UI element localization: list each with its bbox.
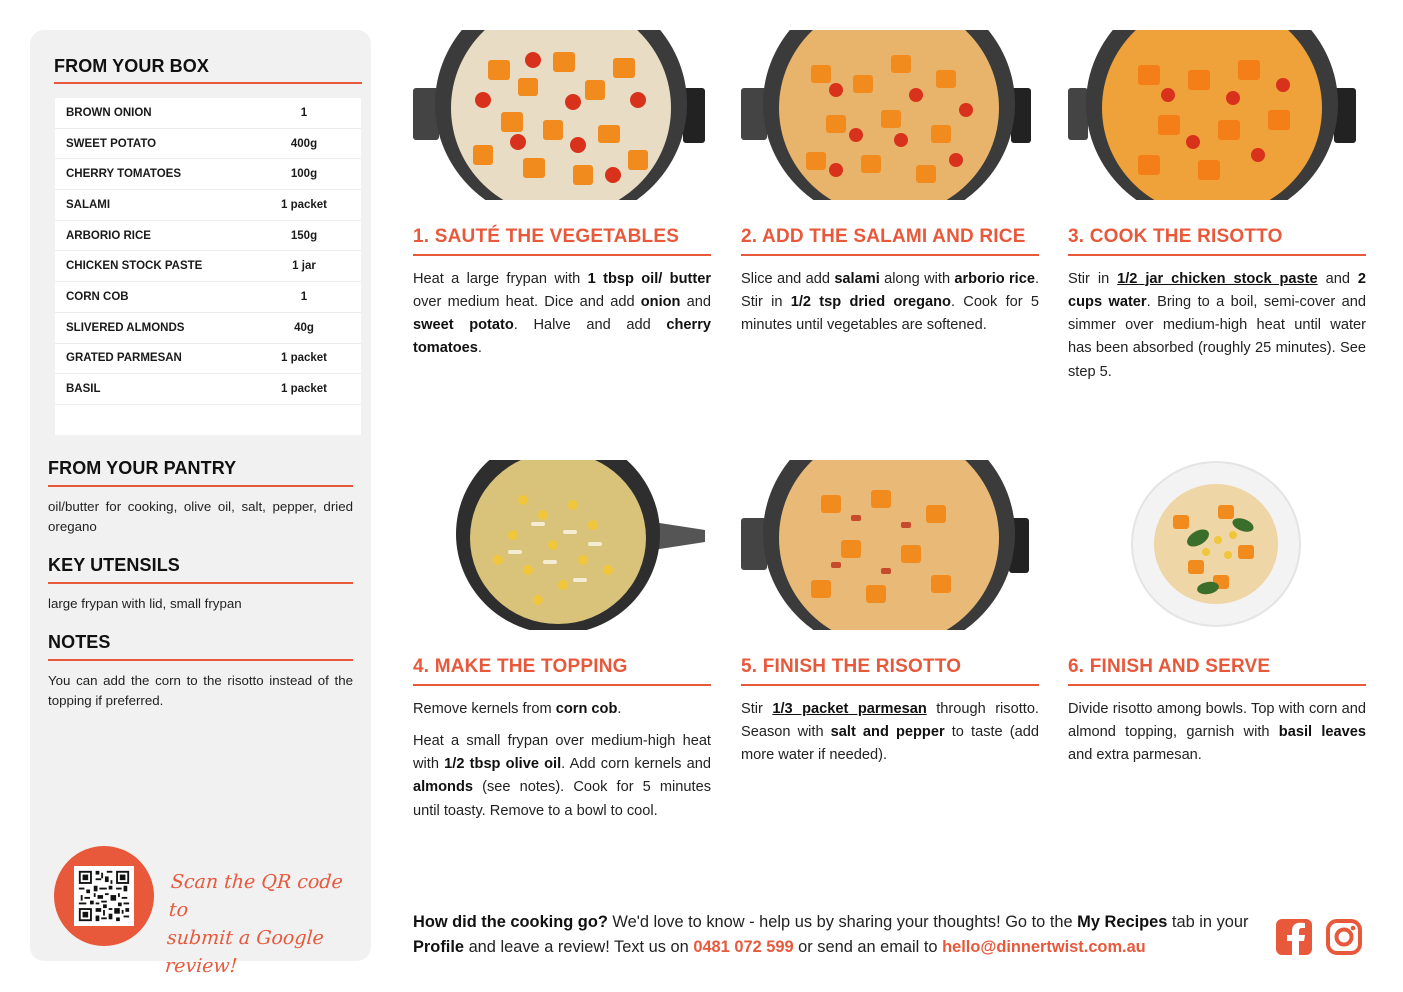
- pan-salami-rice-photo: [741, 30, 1039, 200]
- notes-section: [48, 632, 353, 711]
- step-1: [413, 30, 711, 370]
- step-body: [741, 698, 1039, 768]
- step-body: [1068, 698, 1366, 768]
- step-5: [741, 460, 1039, 776]
- ingredient-name: BROWN ONION: [66, 106, 152, 119]
- pan-finished-risotto-photo: [741, 460, 1039, 630]
- ingredient-qty: 40g: [294, 321, 314, 334]
- ingredient-name: SALAMI: [66, 198, 111, 211]
- utensils-heading: KEY UTENSILS: [48, 555, 180, 575]
- utensils-text: large frypan with lid, small frypan: [48, 596, 242, 611]
- ingredient-qty: 400g: [290, 137, 318, 150]
- ingredient-row: [55, 344, 361, 375]
- step-text: Slice and add salami along with arborio rice. Stir in 1/2 tsp dried oregano. Cook for 5 minutes until vegetables are softened.: [741, 270, 1040, 334]
- ingredient-row: [55, 190, 361, 221]
- ingredient-qty: 1 packet: [280, 352, 328, 365]
- ingredient-name: SWEET POTATO: [66, 137, 157, 150]
- ingredient-name: BASIL: [66, 383, 101, 396]
- ingredient-row: [55, 129, 361, 160]
- step-text: Heat a large frypan with 1 tbsp oil/ butter over medium heat. Dice and add onion and sweet potato. Halve and add cherry tomatoes.: [413, 270, 711, 357]
- notes-heading: NOTES: [48, 632, 111, 652]
- ingredient-row: [55, 98, 361, 129]
- facebook-icon[interactable]: [1275, 918, 1313, 956]
- step-text: Heat a small frypan over medium-high heat with 1/2 tbsp olive oil. Add corn kernels and almonds (see notes). Cook for 5 minutes until toasty. Remove to a bowl to cool.: [413, 732, 711, 819]
- ingredients-sidebar: [30, 30, 371, 977]
- ingredient-qty: 1: [300, 290, 308, 303]
- step-text: Stir in 1/2 jar chicken stock paste and 2 cups water. Bring to a boil, semi-cover and simmer over medium-high heat until water has been absorbed (roughly 25 minutes). See step 5.: [1068, 270, 1366, 380]
- step-divider: [413, 684, 711, 686]
- ingredient-qty: 1: [300, 106, 308, 119]
- qr-review-note: [164, 868, 362, 980]
- pan-risotto-simmer-photo: [1068, 30, 1366, 200]
- step-body: [1068, 268, 1366, 384]
- from-your-box-heading: FROM YOUR BOX: [54, 56, 209, 76]
- pan-corn-almond-photo: [413, 460, 711, 630]
- heading-divider: [48, 582, 353, 584]
- step-6: [1068, 460, 1366, 776]
- step-divider: [1068, 684, 1366, 686]
- phone-link[interactable]: 0481 072 599: [693, 938, 794, 956]
- step-title: 6. FINISH AND SERVE: [1068, 656, 1271, 677]
- step-divider: [741, 254, 1039, 256]
- step-4: [413, 460, 711, 832]
- review-footer: How did the cooking go? We'd love to know - help us by sharing your thoughts! Go to the My Recipes tab in your Profile and leave a review! Text us on 0481 072 599 or send an email to hello@dinnertwist.com.au: [413, 913, 1249, 956]
- ingredient-name: CORN COB: [66, 290, 129, 303]
- instagram-icon[interactable]: [1325, 918, 1363, 956]
- ingredient-qty: 150g: [290, 229, 318, 242]
- step-divider: [413, 254, 711, 256]
- heading-divider: [48, 659, 353, 661]
- ingredient-name: CHICKEN STOCK PASTE: [66, 260, 203, 273]
- utensils-section: [48, 555, 353, 614]
- step-body: [413, 268, 711, 361]
- email-link[interactable]: hello@dinnertwist.com.au: [942, 938, 1146, 956]
- pan-vegetables-photo: [413, 30, 711, 200]
- ingredient-row: [55, 221, 361, 252]
- plated-risotto-photo: [1068, 460, 1366, 630]
- qr-note-line: submit a Google review!: [164, 927, 325, 977]
- qr-code-icon[interactable]: [74, 866, 134, 926]
- pantry-text: oil/butter for cooking, olive oil, salt, pepper, dried oregano: [48, 499, 353, 534]
- profile-link[interactable]: Profile: [413, 938, 465, 956]
- heading-divider: [48, 485, 353, 487]
- step-title: 4. MAKE THE TOPPING: [413, 656, 628, 677]
- step-title: 1. SAUTÉ THE VEGETABLES: [413, 226, 680, 247]
- step-text: Divide risotto among bowls. Top with corn and almond topping, garnish with basil leaves and extra parmesan.: [1068, 700, 1366, 764]
- pantry-heading: FROM YOUR PANTRY: [48, 458, 237, 478]
- heading-divider: [54, 82, 362, 84]
- step-body: [413, 698, 711, 823]
- ingredient-qty: 1 packet: [280, 198, 328, 211]
- ingredient-row: [55, 251, 361, 282]
- step-2: [741, 30, 1039, 346]
- pantry-section: [48, 458, 353, 537]
- step-text: Remove kernels from corn cob.: [413, 700, 622, 717]
- step-title: 5. FINISH THE RISOTTO: [741, 656, 962, 677]
- step-3: [1068, 30, 1366, 393]
- ingredient-table: [55, 98, 361, 435]
- step-divider: [741, 684, 1039, 686]
- step-text: Stir 1/3 packet parmesan through risotto. Season with salt and pepper to taste (add more water if needed).: [741, 700, 1039, 764]
- ingredient-row: [55, 374, 361, 405]
- ingredient-qty: 100g: [290, 168, 318, 181]
- qr-code-badge[interactable]: [54, 846, 154, 946]
- ingredient-row: [55, 282, 361, 313]
- ingredient-name: ARBORIO RICE: [66, 229, 151, 242]
- ingredient-row: [55, 159, 361, 190]
- step-title: 2. ADD THE SALAMI AND RICE: [741, 226, 1026, 247]
- step-title: 3. COOK THE RISOTTO: [1068, 226, 1283, 247]
- ingredient-name: SLIVERED ALMONDS: [66, 321, 185, 334]
- step-divider: [1068, 254, 1366, 256]
- ingredient-name: GRATED PARMESAN: [66, 352, 182, 365]
- notes-text: You can add the corn to the risotto instead of the topping if preferred.: [48, 673, 353, 708]
- ingredient-row: [55, 313, 361, 344]
- ingredient-qty: 1 jar: [292, 260, 316, 273]
- step-body: [741, 268, 1039, 338]
- my-recipes-link[interactable]: My Recipes: [1077, 913, 1168, 931]
- ingredient-qty: 1 packet: [280, 383, 328, 396]
- footer-question: How did the cooking go?: [413, 913, 608, 931]
- qr-note-line: Scan the QR code to: [168, 871, 344, 921]
- ingredient-name: CHERRY TOMATOES: [66, 168, 182, 181]
